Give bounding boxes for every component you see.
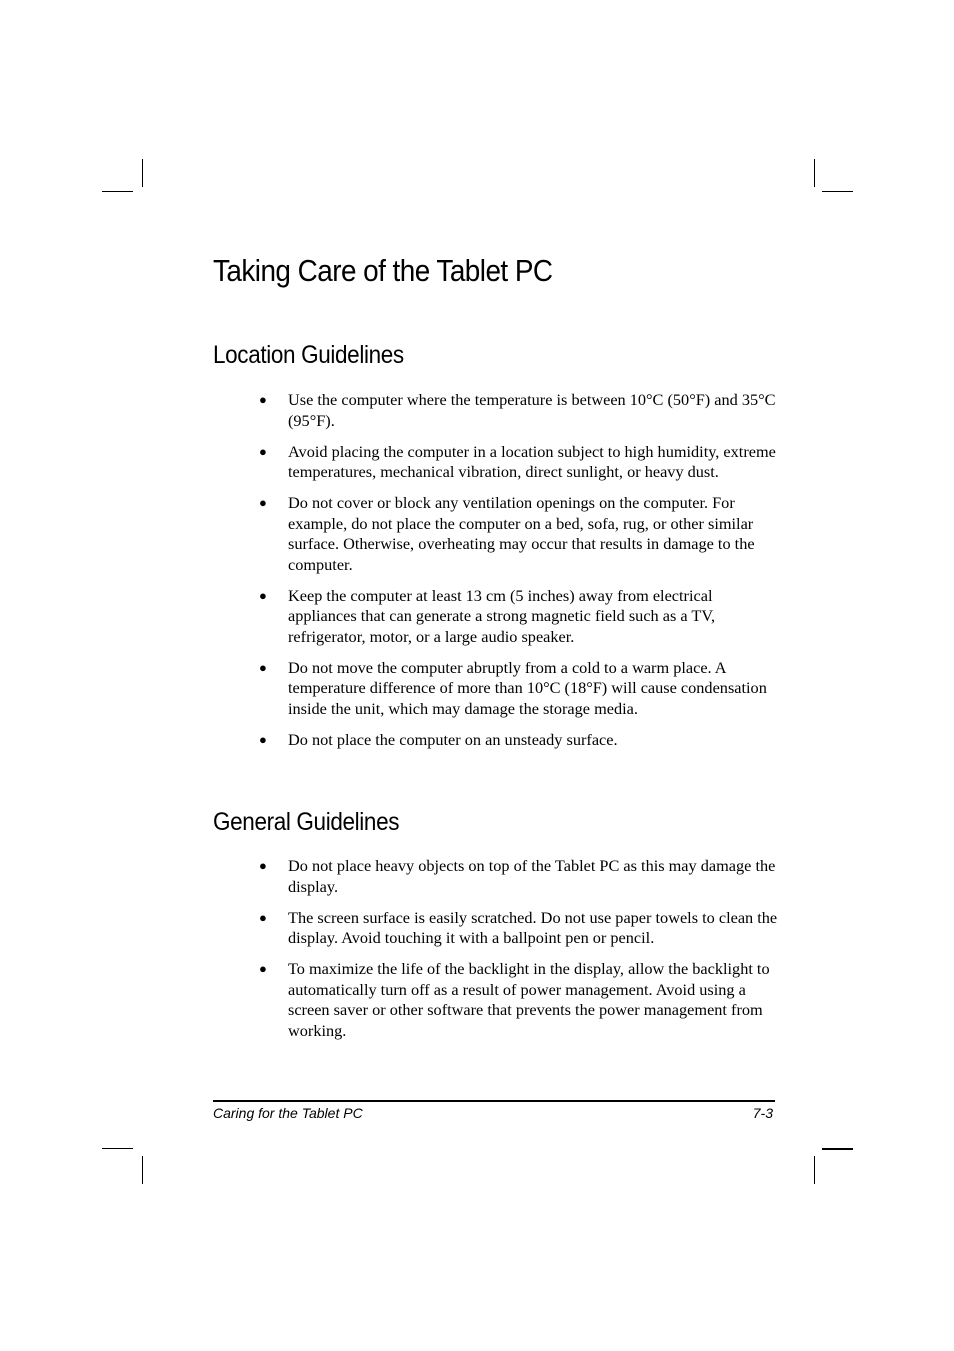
crop-mark-top-right-horizontal <box>822 191 853 192</box>
crop-mark-top-left-horizontal <box>102 191 133 192</box>
crop-mark-bottom-right-horizontal <box>822 1148 853 1150</box>
footer-rule <box>213 1100 775 1102</box>
bullet-icon: ● <box>259 392 267 407</box>
list-item <box>258 493 778 575</box>
general-guidelines-list <box>258 856 778 1052</box>
list-item-text: Keep the computer at least 13 cm (5 inches) away from electrical appliances that can generate a strong magnetic field such as a TV, refrigerator, motor, or a large audio speaker. <box>288 585 716 646</box>
location-guidelines-heading: Location Guidelines <box>213 341 404 369</box>
list-item <box>258 730 778 751</box>
list-item <box>258 586 778 648</box>
crop-mark-bottom-left-horizontal <box>102 1148 133 1149</box>
bullet-icon: ● <box>259 858 267 873</box>
list-item <box>258 658 778 720</box>
crop-mark-bottom-left-vertical <box>142 1156 143 1184</box>
list-item-text: Do not place heavy objects on top of the Tablet PC as this may damage the display. <box>288 856 776 896</box>
list-item-text: Do not place the computer on an unsteady surface. <box>288 729 618 749</box>
bullet-icon: ● <box>259 731 267 747</box>
list-item <box>258 390 778 431</box>
list-item-text: To maximize the life of the backlight in the display, allow the backlight to automatically turn off as a result of power management. Avoid using a screen saver or other software that prevents the power management from working. <box>288 959 770 1040</box>
list-item <box>258 908 778 949</box>
list-item-text: Do not move the computer abruptly from a cold to a warm place. A temperature difference of more than 10°C (18°F) will cause condensation inside the unit, which may damage the storage media. <box>288 657 767 718</box>
crop-mark-top-left-vertical <box>142 159 143 187</box>
list-item <box>258 856 778 897</box>
general-guidelines-heading: General Guidelines <box>213 808 400 836</box>
list-item <box>258 442 778 483</box>
footer-page-number: 7-3 <box>752 1105 773 1121</box>
list-item-text: Avoid placing the computer in a location subject to high humidity, extreme temperatures, mechanical vibration, direct sunlight, or heavy dust. <box>288 441 776 481</box>
location-guidelines-list <box>258 390 778 761</box>
footer-chapter-title: Caring for the Tablet PC <box>213 1105 363 1121</box>
list-item-text: Do not cover or block any ventilation openings on the computer. For example, do not place the computer on a bed, sofa, rug, or other similar surface. Otherwise, overheating may occur that results in damage to the computer. <box>288 493 755 574</box>
list-item-text: Use the computer where the temperature is between 10°C (50°F) and 35°C (95°F). <box>288 390 776 430</box>
list-item <box>258 959 778 1041</box>
bullet-icon: ● <box>259 495 267 510</box>
page-title: Taking Care of the Tablet PC <box>213 253 553 288</box>
bullet-icon: ● <box>259 587 267 603</box>
list-item-text: The screen surface is easily scratched. Do not use paper towels to clean the display. Avoid touching it with a ballpoint pen or pencil. <box>288 907 778 947</box>
crop-mark-bottom-right-vertical <box>814 1156 815 1184</box>
crop-mark-top-right-vertical <box>814 159 815 187</box>
bullet-icon: ● <box>259 961 267 976</box>
bullet-icon: ● <box>259 443 267 459</box>
bullet-icon: ● <box>259 909 267 925</box>
bullet-icon: ● <box>259 659 267 675</box>
